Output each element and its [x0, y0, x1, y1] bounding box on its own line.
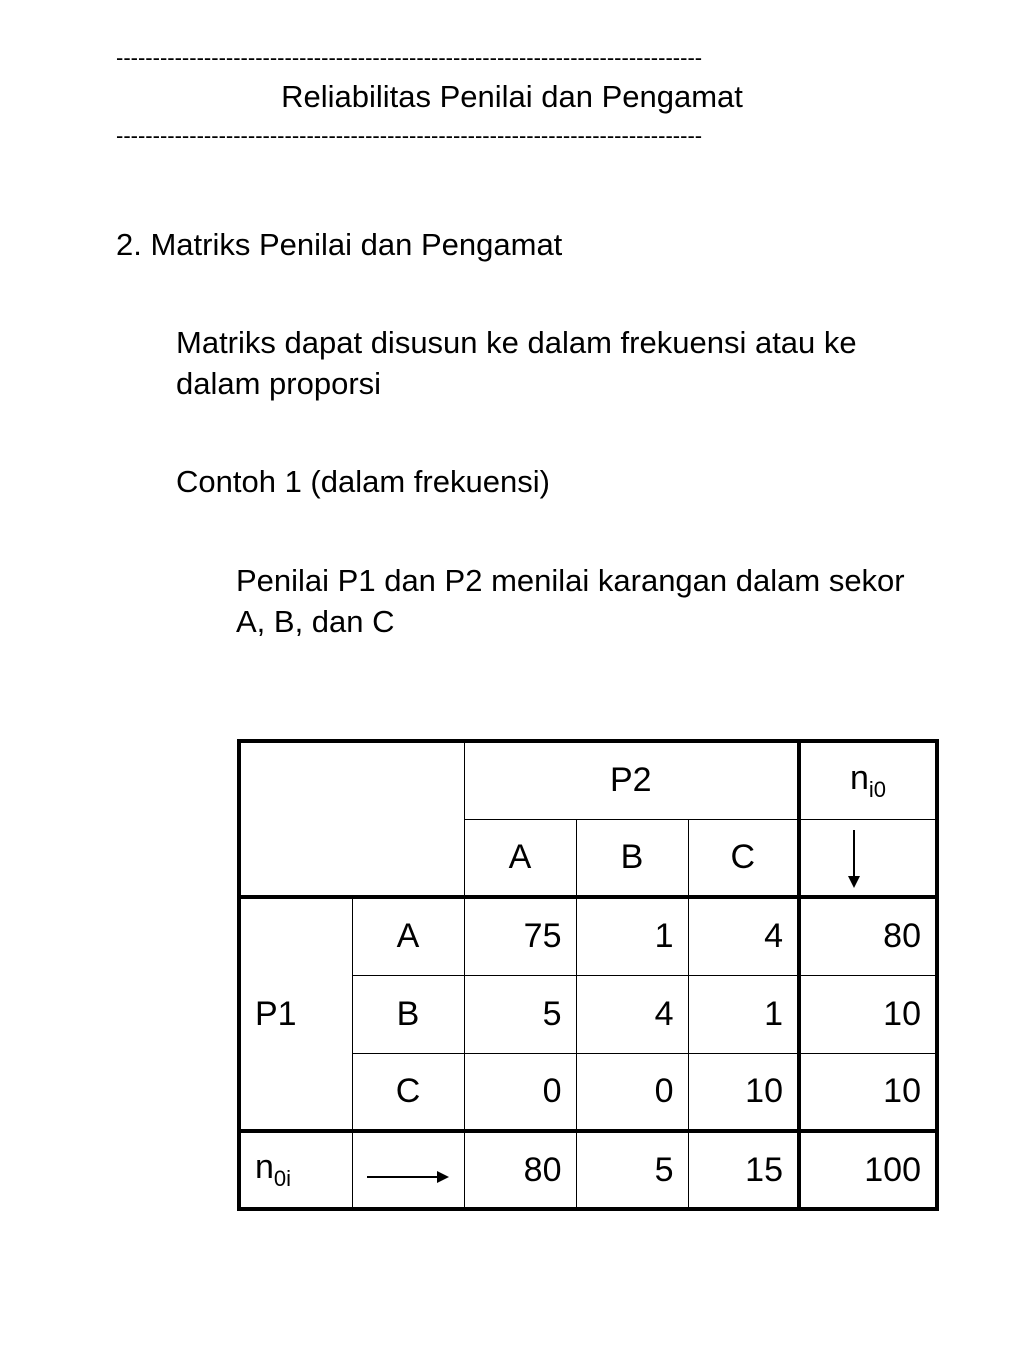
row-total-header: [799, 741, 937, 819]
row-header-a: A: [352, 897, 464, 975]
down-arrow-cell: [799, 819, 937, 897]
col-header-c: C: [688, 819, 799, 897]
grand-total: 100: [799, 1131, 937, 1209]
col-group-header-p2: P2: [464, 741, 799, 819]
top-dash-rule: --------------------------------------------------------------------------------: [116, 46, 703, 70]
matrix-row-a: [239, 897, 937, 975]
paragraph-1-line-2: dalam proporsi: [176, 366, 382, 401]
page-title: Reliabilitas Penilai dan Pengamat: [281, 79, 743, 114]
cell-c-a: 0: [464, 1053, 576, 1131]
cell-c-b: 0: [576, 1053, 688, 1131]
row-total-b: 10: [799, 975, 937, 1053]
row-header-c: C: [352, 1053, 464, 1131]
frequency-matrix-table: [237, 739, 939, 1211]
cell-b-c: 1: [688, 975, 799, 1053]
col-total-label: n: [255, 1148, 274, 1186]
cell-a-b: 1: [576, 897, 688, 975]
cell-b-a: 5: [464, 975, 576, 1053]
row-total-subscript: i0: [868, 776, 887, 802]
matrix-column-totals-row: [239, 1131, 937, 1209]
matrix-corner-cell: [239, 741, 464, 897]
col-total-b: 5: [576, 1131, 688, 1209]
paragraph-1-line-1: Matriks dapat disusun ke dalam frekuensi atau ke: [176, 325, 857, 360]
row-header-b: B: [352, 975, 464, 1053]
row-group-header-p1: P1: [239, 897, 352, 1131]
col-total-subscript: 0i: [273, 1166, 292, 1191]
matrix-header-row-1: [239, 741, 937, 819]
row-total-label: n: [849, 758, 869, 797]
right-arrow-cell: [352, 1131, 464, 1209]
col-total-header: [239, 1131, 352, 1209]
col-total-c: 15: [688, 1131, 799, 1209]
col-header-b: B: [576, 819, 688, 897]
paragraph-2-line-2: A, B, dan C: [236, 604, 395, 639]
cell-a-a: 75: [464, 897, 576, 975]
bottom-dash-rule: --------------------------------------------------------------------------------: [116, 124, 703, 148]
cell-b-b: 4: [576, 975, 688, 1053]
paragraph-2-line-1: Penilai P1 dan P2 menilai karangan dalam sekor: [236, 563, 905, 598]
section-heading: 2. Matriks Penilai dan Pengamat: [116, 227, 563, 262]
cell-c-c: 10: [688, 1053, 799, 1131]
row-total-c: 10: [799, 1053, 937, 1131]
col-header-a: A: [464, 819, 576, 897]
example-heading: Contoh 1 (dalam frekuensi): [176, 464, 550, 499]
arrow-down-icon: [801, 820, 911, 894]
cell-a-c: 4: [688, 897, 799, 975]
row-total-a: 80: [799, 897, 937, 975]
col-total-a: 80: [464, 1131, 576, 1209]
arrow-right-icon: [353, 1133, 463, 1207]
